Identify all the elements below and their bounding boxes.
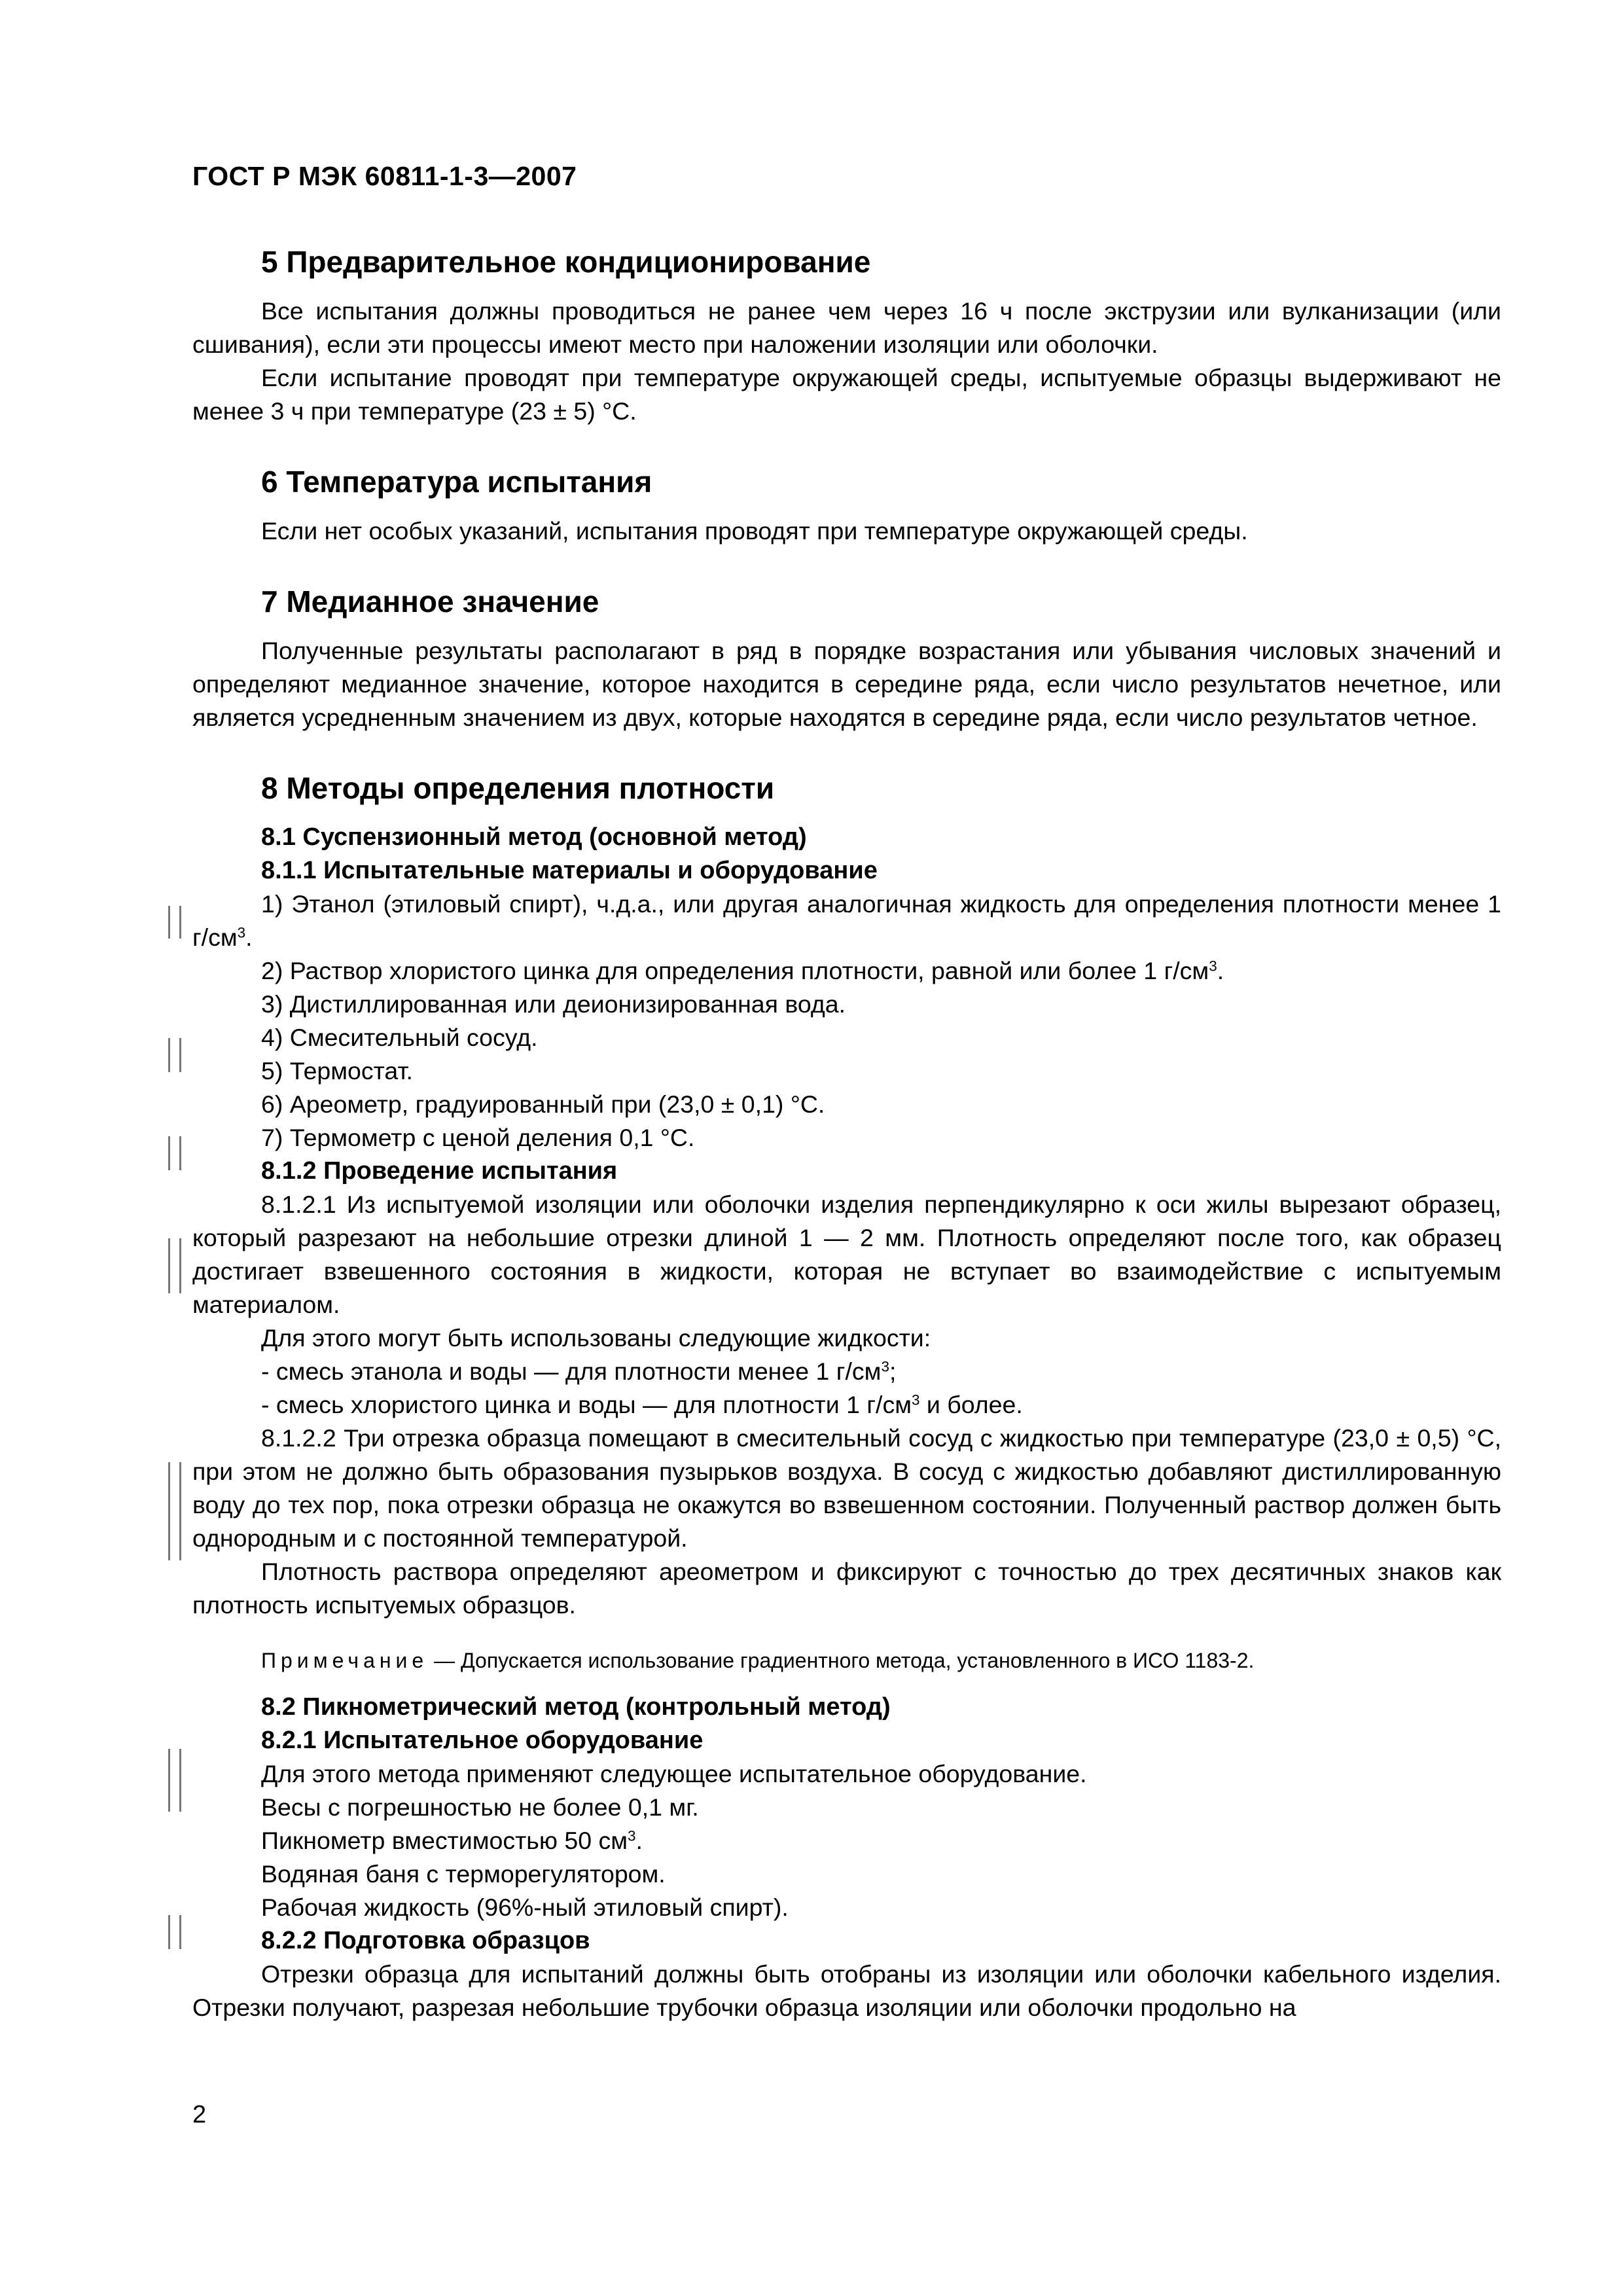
equipment-item-2: Пикнометр вместимостью 50 $см^3$. — [261, 1827, 643, 1854]
section-7-title: 7 Медианное значение — [261, 584, 599, 619]
change-bar — [168, 1915, 181, 1949]
page-number: 2 — [192, 2101, 207, 2128]
list-item-2: 2) Раствор хлористого цинка для определения плотности, равной или более 1 $г/см^3$. — [261, 957, 1224, 984]
section-5-title: 5 Предварительное кондиционирование — [261, 245, 871, 279]
section-8-2-title: 8.2 Пикнометрический метод (контрольный метод) — [261, 1693, 891, 1721]
list-item-5: 5) Термостат. — [261, 1057, 413, 1085]
note-text: — Допускается использование градиентного метода, установленного в ИСО 1183-2. — [428, 1649, 1255, 1672]
change-bar — [168, 1462, 181, 1560]
section-8-1-title: 8.1 Суспензионный метод (основной метод) — [261, 823, 807, 851]
paragraph-density: Плотность раствора определяют ареометром и фиксируют с точностью до трех десятичных знаков как плотность испытуемых образцов. — [192, 1558, 1501, 1619]
section-8-2-2-title: 8.2.2 Подготовка образцов — [261, 1927, 590, 1954]
list-item-1: 1) Этанол (этиловый спирт), ч.д.а., или другая аналогичная жидкость для определения плотности менее 1 $г/см^3$. — [192, 890, 1501, 951]
note — [192, 1644, 1501, 1677]
list-item-4: 4) Смесительный сосуд. — [261, 1024, 538, 1051]
section-8-2-1-title: 8.2.1 Испытательное оборудование — [261, 1727, 704, 1754]
change-bar — [168, 1238, 181, 1293]
change-bar — [168, 1136, 181, 1170]
paragraph-8-2-2: Отрезки образца для испытаний должны быть отобраны из изоляции или оболочки кабельного изделия. Отрезки получают, разрезая небольшие трубочки образца изоляции или оболочки продольно на — [192, 1960, 1501, 2021]
document-header: ГОСТ Р МЭК 60811-1-3—2007 — [192, 161, 577, 191]
equipment-item-1: Весы с погрешностью не более 0,1 мг. — [261, 1793, 699, 1821]
paragraph-8-1-2-2: 8.1.2.2 Три отрезка образца помещают в смесительный сосуд с жидкостью при температуре (23,0 ± 0,5) °С, при этом не должно быть образования пузырьков воздуха. В сосуд с жидкостью добавляют дистиллированную воду до тех пор, пока отрезки образца не окажутся во взвешенном состоянии. Полученный раствор должен быть однородным и с постоянной температурой. — [192, 1424, 1501, 1552]
change-bar — [168, 1749, 181, 1812]
section-8-1-1-title: 8.1.1 Испытательные материалы и оборудование — [261, 857, 878, 884]
list-item-6: 6) Ареометр, градуированный при (23,0 ± 0,1) °С. — [261, 1090, 825, 1118]
section-8-title: 8 Методы определения плотности — [261, 771, 775, 805]
list-item-7: 7) Термометр с ценой деления 0,1 °С. — [261, 1124, 695, 1151]
paragraph-8-1-2-1: 8.1.2.1 Из испытуемой изоляции или оболочки изделия перпендикулярно к оси жилы вырезают образец, который разрезают на небольшие отрезки длиной 1 — 2 мм. Плотность определяют после того, как образец достигает взвешенного состояния в жидкости, которая не вступает во взаимодействие с испытуемым материалом. — [192, 1191, 1501, 1318]
equipment-item-3: Водяная баня с терморегулятором. — [261, 1860, 666, 1888]
note-label: Примечание — [261, 1649, 429, 1672]
equipment-intro: Для этого метода применяют следующее испытательное оборудование. — [261, 1760, 1087, 1787]
section-6-title: 6 Температура испытания — [261, 465, 652, 499]
list-item-3: 3) Дистиллированная или деионизированная вода. — [261, 990, 846, 1018]
change-bar — [168, 1038, 181, 1072]
equipment-item-4: Рабочая жидкость (96%-ный этиловый спирт). — [261, 1893, 789, 1921]
liquids-intro: Для этого могут быть использованы следующие жидкости: — [261, 1324, 931, 1352]
section-5-paragraph-2: Если испытание проводят при температуре окружающей среды, испытуемые образцы выдерживают не менее 3 ч при температуре (23 ± 5) °С. — [192, 364, 1501, 425]
liquid-item-2: - смесь хлористого цинка и воды — для плотности 1 $г/см^3$ и более. — [261, 1391, 1023, 1418]
section-8-1-2-title: 8.1.2 Проведение испытания — [261, 1157, 618, 1185]
document-body — [192, 242, 1501, 2024]
change-bar — [168, 906, 181, 939]
liquid-item-1: - смесь этанола и воды — для плотности менее 1 $г/см^3$; — [261, 1357, 897, 1385]
section-5-paragraph-1: Все испытания должны проводиться не ранее чем через 16 ч после экструзии или вулканизации (или сшивания), если эти процессы имеют место при наложении изоляции или оболочки. — [192, 297, 1501, 358]
section-6-paragraph: Если нет особых указаний, испытания проводят при температуре окружающей среды. — [261, 517, 1248, 545]
section-7-paragraph: Полученные результаты располагают в ряд в порядке возрастания или убывания числовых значений и определяют медианное значение, которое находится в середине ряда, если число результатов нечетное, или является усредненным значением из двух, которые находятся в середине ряда, если число результатов четное. — [192, 637, 1501, 731]
